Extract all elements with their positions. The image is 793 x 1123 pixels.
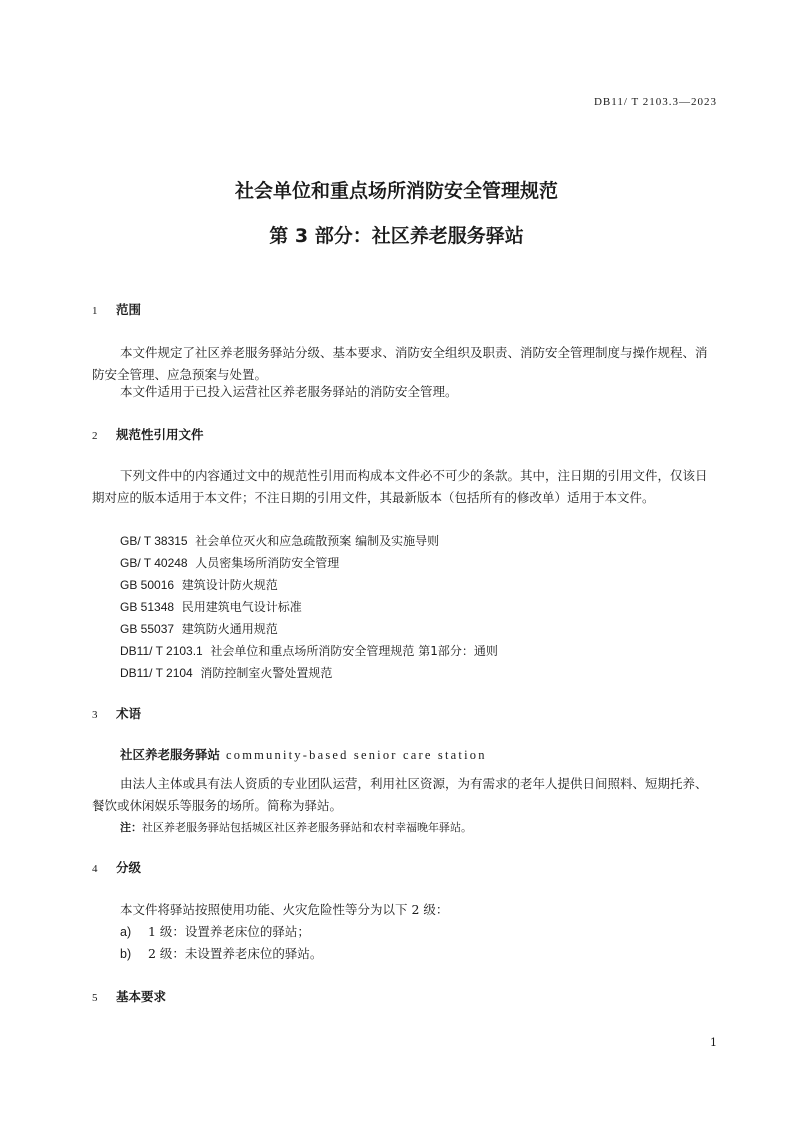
note-text: 社区养老服务驿站包括城区社区养老服务驿站和农村幸福晚年驿站。: [142, 821, 472, 834]
section-number: 1: [92, 305, 98, 317]
list-item: a) 1 级：设置养老床位的驿站；: [120, 924, 310, 939]
section-heading-4: [92, 858, 141, 876]
page-number: 1: [710, 1036, 717, 1049]
paragraph: 本文件将驿站按照使用功能、火灾危险性等分为以下 2 级：: [120, 902, 449, 917]
list-item: b) 2 级：未设置养老床位的驿站。: [120, 946, 323, 961]
document-code: DB11/ T 2103.3—2023: [593, 96, 717, 108]
section-number: 2: [92, 430, 98, 442]
section-title: 分级: [116, 860, 142, 875]
section-heading-5: [92, 987, 166, 1005]
section-heading-2: [92, 425, 204, 443]
reference-item: GB/ T 40248 人员密集场所消防安全管理: [120, 556, 340, 570]
section-heading-1: [92, 300, 141, 318]
reference-item: DB11/ T 2103.1 社会单位和重点场所消防安全管理规范 第1部分：通则: [120, 644, 498, 658]
section-title: 规范性引用文件: [116, 427, 204, 442]
section-heading-3: [92, 704, 141, 722]
term-definition: 由法人主体或具有法人资质的专业团队运营，利用社区资源，为有需求的老年人提供日间照料、短期托养、餐饮或休闲娱乐等服务的场所。简称为驿站。: [92, 776, 708, 813]
reference-item: GB 55037 建筑防火通用规范: [120, 622, 278, 636]
note-label: 注：: [120, 821, 142, 834]
section-number: 5: [92, 992, 98, 1004]
document-title: 社会单位和重点场所消防安全管理规范: [234, 180, 558, 202]
section-title: 基本要求: [116, 989, 167, 1004]
section-title: 范围: [116, 302, 142, 317]
term-chinese: 社区养老服务驿站: [120, 747, 221, 762]
paragraph: 下列文件中的内容通过文中的规范性引用而构成本文件必不可少的条款。其中，注日期的引用文件，仅该日期对应的版本适用于本文件；不注日期的引用文件，其最新版本（包括所有的修改单）适用于本文件。: [92, 468, 708, 505]
term-entry: [120, 745, 487, 763]
note: [120, 819, 472, 835]
reference-item: GB/ T 38315 社会单位灭火和应急疏散预案 编制及实施导则: [120, 534, 440, 548]
term-english: community-based senior care station: [226, 748, 487, 762]
reference-item: DB11/ T 2104 消防控制室火警处置规范: [120, 666, 333, 680]
reference-item: GB 51348 民用建筑电气设计标准: [120, 600, 302, 614]
document-subtitle: 第 3 部分：社区养老服务驿站: [269, 225, 524, 247]
paragraph: 本文件适用于已投入运营社区养老服务驿站的消防安全管理。: [120, 384, 458, 399]
section-number: 3: [92, 709, 98, 721]
reference-item: GB 50016 建筑设计防火规范: [120, 578, 278, 592]
paragraph: 本文件规定了社区养老服务驿站分级、基本要求、消防安全组织及职责、消防安全管理制度与操作规程、消防安全管理、应急预案与处置。: [92, 345, 708, 382]
section-title: 术语: [116, 706, 142, 721]
section-number: 4: [92, 863, 98, 875]
